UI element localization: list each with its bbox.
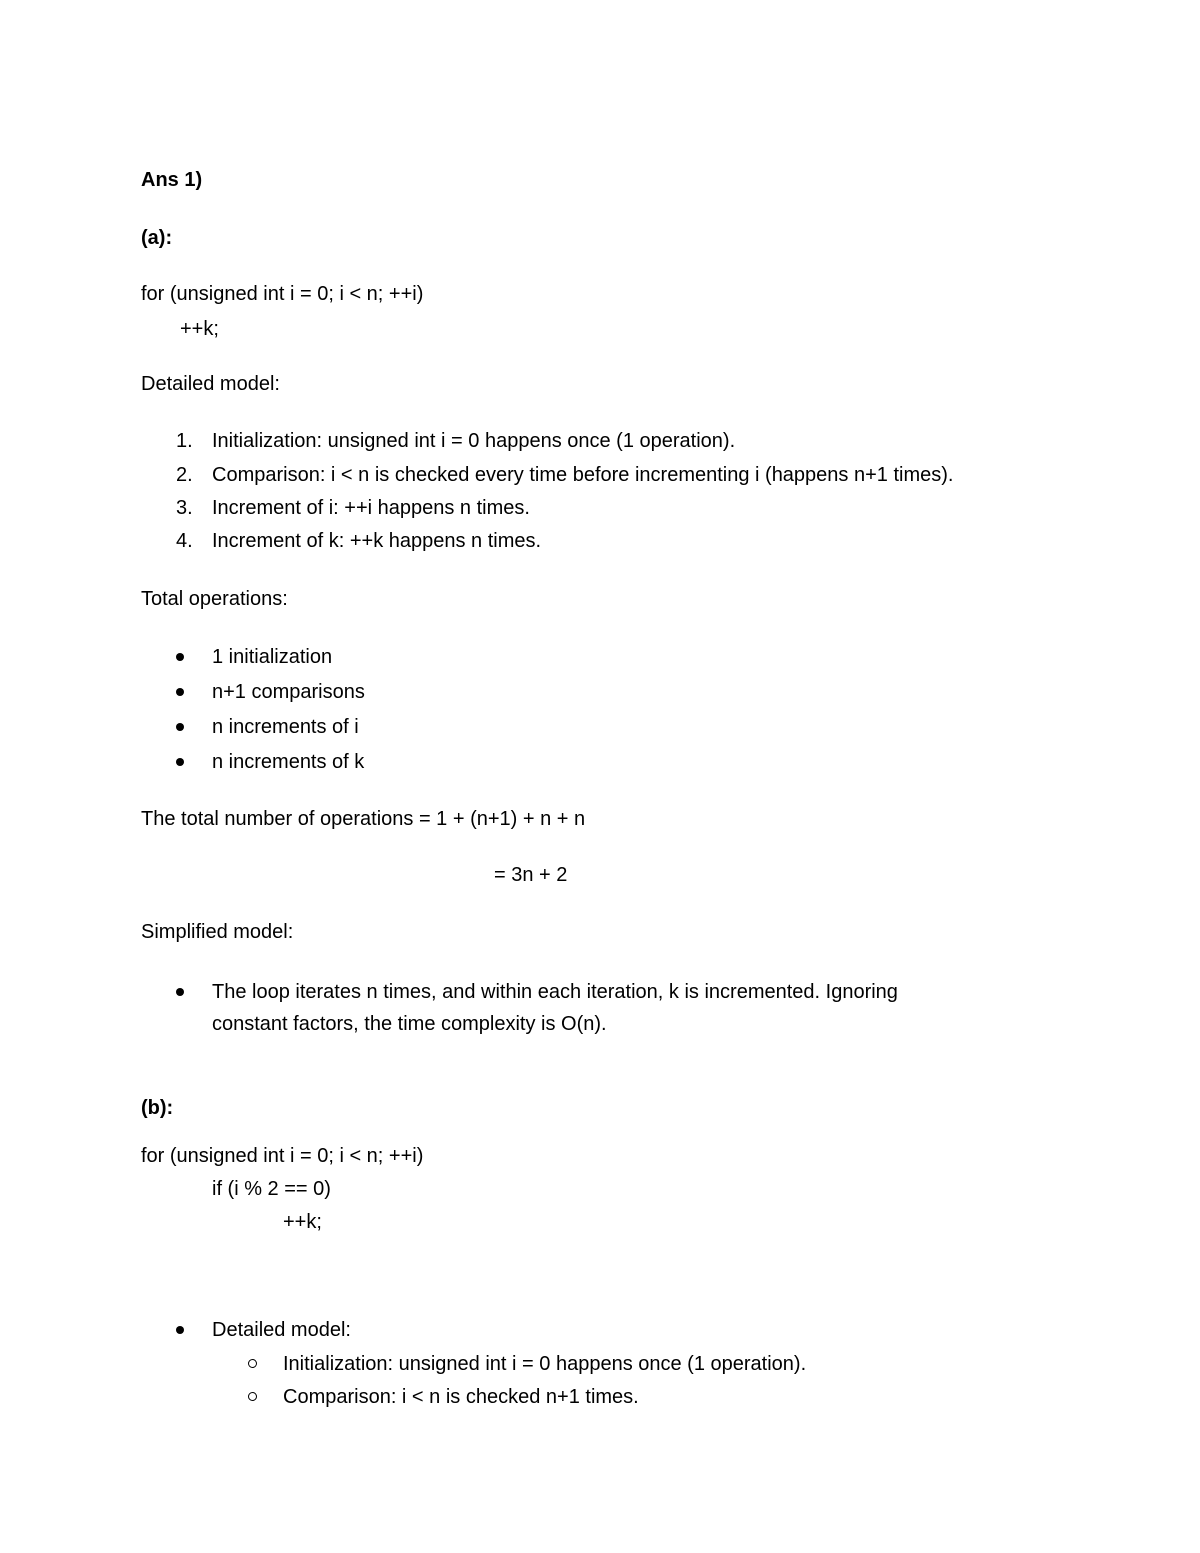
sub-bullet-icon [248, 1359, 257, 1368]
bullet-icon [176, 723, 184, 731]
bullet-icon [176, 758, 184, 766]
list-number: 4. [176, 530, 193, 552]
detailed-model-heading: Detailed model: [141, 373, 280, 395]
simplified-model-heading: Simplified model: [141, 921, 294, 943]
list-item: 1 initialization [212, 646, 333, 668]
part-b-label: (b): [141, 1097, 174, 1119]
list-item: Increment of k: ++k happens n times. [212, 530, 542, 552]
code-line-for: for (unsigned int i = 0; i < n; ++i) [141, 283, 424, 305]
list-item: Increment of i: ++i happens n times. [212, 497, 530, 519]
list-item: Comparison: i < n is checked every time before incrementing i (happens n+1 times). [212, 464, 954, 486]
list-number: 1. [176, 430, 193, 452]
total-operations-heading: Total operations: [141, 588, 288, 610]
bullet-icon [176, 1326, 184, 1334]
sub-list-item: Initialization: unsigned int i = 0 happens once (1 operation). [283, 1353, 807, 1375]
list-item: Initialization: unsigned int i = 0 happens once (1 operation). [212, 430, 736, 452]
part-a-label: (a): [141, 227, 173, 249]
bullet-icon [176, 988, 184, 996]
list-item-line-2: constant factors, the time complexity is O(n). [212, 1013, 607, 1035]
bullet-icon [176, 653, 184, 661]
bullet-icon [176, 688, 184, 696]
code-line-increment: ++k; [180, 318, 219, 340]
list-item: n increments of k [212, 751, 365, 773]
sub-list-item: Comparison: i < n is checked n+1 times. [283, 1386, 639, 1408]
total-equation: The total number of operations = 1 + (n+1) + n + n [141, 808, 586, 830]
list-number: 3. [176, 497, 193, 519]
list-item-line-1: The loop iterates n times, and within each iteration, k is incremented. Ignoring [212, 981, 898, 1003]
code-line-increment: ++k; [283, 1211, 322, 1233]
detailed-model-heading: Detailed model: [212, 1319, 351, 1341]
list-item: n+1 comparisons [212, 681, 365, 703]
answer-heading: Ans 1) [141, 169, 203, 191]
total-result: = 3n + 2 [494, 864, 568, 886]
code-line-for: for (unsigned int i = 0; i < n; ++i) [141, 1145, 424, 1167]
code-line-if: if (i % 2 == 0) [212, 1178, 331, 1200]
sub-bullet-icon [248, 1392, 257, 1401]
list-item: n increments of i [212, 716, 359, 738]
list-number: 2. [176, 464, 193, 486]
